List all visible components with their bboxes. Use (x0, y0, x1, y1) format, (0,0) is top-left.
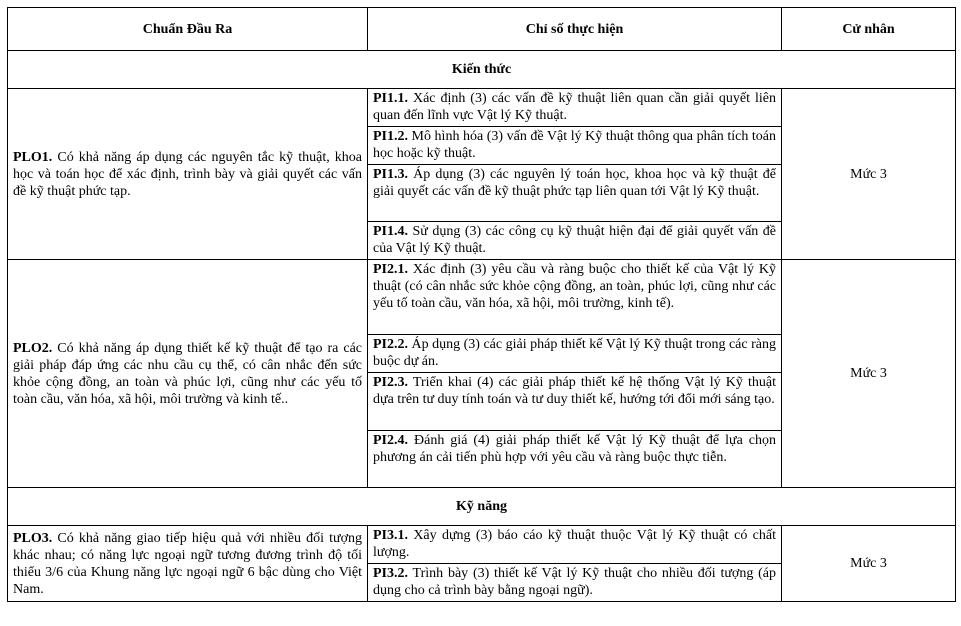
plo2-level: Mức 3 (782, 260, 956, 488)
pi-code: PI1.2. (373, 129, 408, 144)
pi-text: Áp dụng (3) các nguyên lý toán học, khoa học và kỹ thuật để giải quyết các vấn đề kỹ thuật phức tạp liên quan tới Vật lý Kỹ thuật. (373, 167, 776, 199)
pi-code: PI1.3. (373, 167, 408, 182)
header-plo: Chuẩn Đầu Ra (8, 8, 368, 51)
pi-text: Triển khai (4) các giải pháp thiết kế hệ thống Vật lý Kỹ thuật dựa trên tư duy tính toán và tư duy thiết kế, hướng tới đổi mới sáng tạo. (373, 375, 776, 407)
section-row-skills (8, 488, 956, 526)
plo2-cell (8, 260, 368, 488)
pi-cell (368, 260, 782, 335)
pi-cell (368, 127, 782, 165)
header-pi: Chỉ số thực hiện (368, 8, 782, 51)
pi-code: PI2.2. (373, 337, 408, 352)
pi-cell (368, 431, 782, 488)
plo2-code: PLO2. (13, 340, 53, 356)
pi-cell (368, 526, 782, 564)
pi-text: Sử dụng (3) các công cụ kỹ thuật hiện đại để giải quyết vấn đề của Vật lý Kỹ thuật. (373, 224, 776, 256)
pi-text: Áp dụng (3) các giải pháp thiết kế Vật lý Kỹ thuật trong các ràng buộc dự án. (373, 337, 776, 369)
pi-text: Xác định (3) yêu cầu và ràng buộc cho thiết kế của Vật lý Kỹ thuật (có cân nhắc sức khỏe cộng đồng, an toàn, phúc lợi, cũng như các yếu tố toàn cầu, văn hóa, xã hội, môi trường, kinh tế). (373, 262, 776, 311)
plo3-level: Mức 3 (782, 526, 956, 602)
pi-code: PI2.1. (373, 262, 408, 277)
pi-cell (368, 564, 782, 602)
pi-text: Xây dựng (3) báo cáo kỹ thuật thuộc Vật lý Kỹ thuật có chất lượng. (373, 528, 776, 560)
pi-text: Xác định (3) các vấn đề kỹ thuật liên quan cần giải quyết liên quan đến lĩnh vực Vật lý Kỹ thuật. (373, 91, 776, 123)
table-row (8, 89, 956, 127)
pi-code: PI3.2. (373, 566, 408, 581)
pi-cell (368, 222, 782, 260)
plo-pi-table (7, 7, 956, 602)
plo1-level: Mức 3 (782, 89, 956, 260)
plo1-code: PLO1. (13, 149, 53, 165)
pi-text: Mô hình hóa (3) vấn đề Vật lý Kỹ thuật thông qua phân tích toán học hoặc kỹ thuật. (373, 129, 776, 161)
plo2-text: Có khả năng áp dụng thiết kế kỹ thuật để tạo ra các giải pháp đáp ứng các nhu cầu cụ thể, có cân nhắc đến sức khỏe cộng đồng, an toàn và phúc lợi, cũng như các yếu tố toàn cầu, văn hóa, xã hội, môi trường và kinh tế.. (13, 340, 362, 407)
header-row (8, 8, 956, 51)
pi-cell (368, 89, 782, 127)
pi-text: Đánh giá (4) giải pháp thiết kế Vật lý Kỹ thuật để lựa chọn phương án cải tiến phù hợp với yêu cầu và ràng buộc thực tiễn. (373, 433, 776, 465)
pi-cell (368, 335, 782, 373)
section-knowledge: Kiến thức (8, 51, 956, 89)
plo3-text: Có khả năng giao tiếp hiệu quả với nhiều đối tượng khác nhau; có năng lực ngoại ngữ tương đương trình độ tối thiểu 3/6 của Khung năng lực ngoại ngữ 6 bậc dùng cho Việt Nam. (13, 530, 362, 597)
header-level: Cử nhân (782, 8, 956, 51)
pi-code: PI2.4. (373, 433, 408, 448)
plo1-text: Có khả năng áp dụng các nguyên tắc kỹ thuật, khoa học và toán học để xác định, trình bày và giải quyết các vấn đề kỹ thuật phức tạp. (13, 149, 362, 199)
pi-cell (368, 165, 782, 222)
pi-cell (368, 373, 782, 431)
pi-code: PI1.4. (373, 224, 408, 239)
plo3-code: PLO3. (13, 530, 53, 546)
plo3-cell (8, 526, 368, 602)
table-row (8, 526, 956, 564)
pi-code: PI3.1. (373, 528, 408, 543)
pi-text: Trình bày (3) thiết kế Vật lý Kỹ thuật cho nhiều đối tượng (áp dụng cho cả trình bày bằng ngoại ngữ). (373, 566, 776, 598)
pi-code: PI2.3. (373, 375, 408, 390)
table-row (8, 260, 956, 335)
section-row-knowledge (8, 51, 956, 89)
pi-code: PI1.1. (373, 91, 408, 106)
section-skills: Kỹ năng (8, 488, 956, 526)
plo1-cell (8, 89, 368, 260)
